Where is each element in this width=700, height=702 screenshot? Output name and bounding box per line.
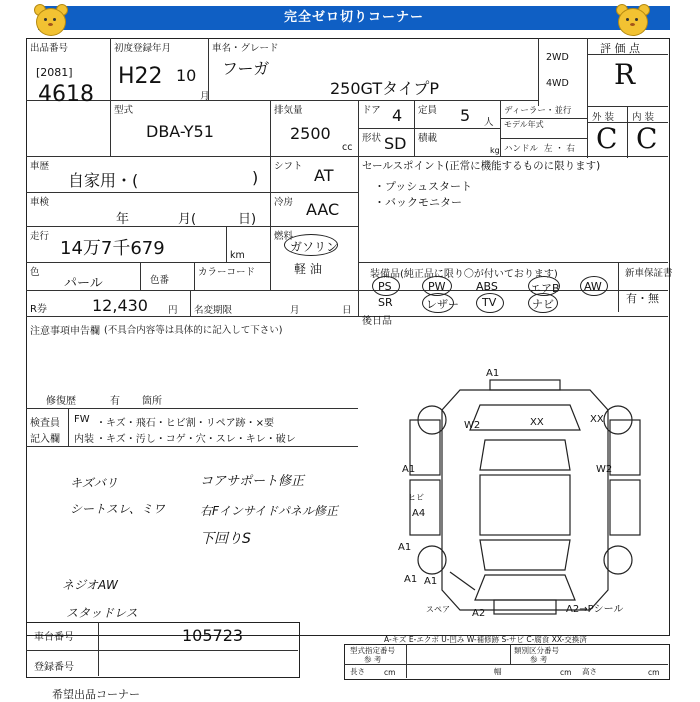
- body-label: 形状: [362, 133, 382, 144]
- dims-width-unit: cm: [560, 668, 572, 677]
- warranty-label: 新車保証書: [625, 268, 673, 279]
- header-title: 完全ゼロ切りコーナー: [283, 10, 424, 25]
- inspection-day: 日): [238, 212, 257, 227]
- mark-w2-right: W2: [596, 464, 613, 475]
- drive-2wd: 2WD: [546, 52, 569, 63]
- color-no-label: 色番: [150, 275, 170, 286]
- mark-a1-left-rear: A1: [398, 542, 412, 553]
- mileage-label: 走行: [30, 231, 50, 242]
- sales-label: セールスポイント(正常に機能するものに限ります): [362, 160, 601, 172]
- equip-navi-circle: [528, 293, 558, 313]
- sales-point-2: ・バックモニター: [374, 196, 462, 209]
- equip-tv: TV: [482, 296, 497, 309]
- mark-a4: A4: [412, 508, 426, 519]
- mark-a1-left-door: A1: [402, 464, 416, 475]
- int-score: C: [636, 122, 658, 155]
- car-name-label: 車名・グレード: [212, 43, 279, 54]
- interior-items: ・キズ・汚し・コゲ・穴・スレ・キレ・破レ: [96, 434, 296, 445]
- model-value: DBA-Y51: [146, 122, 214, 141]
- hw-left-1: キズバリ: [70, 476, 118, 490]
- color-label: 色: [30, 267, 40, 278]
- color-value: パール: [64, 276, 103, 291]
- equip-aw-circle: [580, 276, 608, 296]
- displacement-unit: cc: [342, 142, 353, 153]
- spare-pointer: [450, 572, 475, 590]
- color-code-label: カラーコード: [198, 267, 256, 278]
- dims-height-unit: cm: [648, 668, 660, 677]
- fw-items: ・キズ・飛石・ヒビ割・リペア跡・×要: [96, 418, 274, 429]
- mark-a2-seal: A2→Pシール: [566, 604, 624, 615]
- doors-label: ドア: [362, 105, 381, 116]
- mark-crack: ヒビ: [408, 493, 424, 502]
- inspector-label: 検査員: [30, 418, 60, 429]
- sales-point-1: ・プッシュスタート: [374, 180, 473, 193]
- recycle-unit: 円: [168, 305, 178, 316]
- ext-score: C: [596, 122, 618, 155]
- hw-bottom-1: ネジオAW: [62, 578, 118, 592]
- dims-length-label: 長さ: [350, 667, 365, 676]
- doors-value: 4: [392, 106, 403, 125]
- fuel-label: 燃料: [274, 231, 294, 242]
- right-rear-door: [610, 480, 640, 535]
- mark-xx-right: XX: [590, 414, 604, 425]
- handle-value: 左 ・ 右: [544, 144, 575, 154]
- lot-number: 4618: [38, 82, 94, 107]
- warranty-value: 有・無: [626, 292, 659, 305]
- mark-a1-front: A1: [486, 368, 500, 379]
- model-year-label: モデル年式: [504, 120, 544, 129]
- car-grade: 250GTタイプP: [330, 79, 439, 98]
- displacement-label: 排気量: [274, 105, 303, 116]
- history-value: 自家用・(: [68, 171, 139, 190]
- dims-length-unit: cm: [384, 668, 396, 677]
- equip-navi: ナビ: [532, 298, 554, 311]
- history-close: ): [252, 168, 259, 187]
- model-label: 型式: [114, 105, 134, 116]
- chassis-label: 車台番号: [34, 632, 74, 643]
- drive-4wd: 4WD: [546, 78, 569, 89]
- body-value: SD: [384, 134, 407, 153]
- fuel-value-2: 軽 油: [294, 262, 322, 276]
- roof-outline: [480, 475, 570, 535]
- first-reg-year: H22: [118, 64, 163, 89]
- hood-outline: [470, 405, 580, 430]
- reg-label: 登録番号: [34, 662, 74, 673]
- bear-mascot-icon: [30, 2, 70, 36]
- notes-sub: (不具合内容等は具体的に記入して下さい): [104, 325, 283, 336]
- bear-mascot-icon: [612, 2, 652, 36]
- int-label: 内 装: [632, 112, 655, 123]
- interior-label: 内装: [74, 434, 94, 445]
- right-front-door: [610, 420, 640, 475]
- rear-label: 後日品: [362, 316, 392, 327]
- inspection-label: 車検: [30, 197, 50, 208]
- load-label: 積載: [418, 133, 438, 144]
- equipment-label: 装備品(純正品に限り〇が付いております): [370, 269, 558, 280]
- car-name: フーガ: [222, 59, 270, 78]
- repair-part-label: 箇所: [142, 396, 162, 407]
- mark-a1-wheel: A1: [424, 576, 438, 587]
- displacement-value: 2500: [290, 124, 331, 143]
- mileage-value: 14万7千679: [60, 238, 165, 259]
- fuel-value: ガソリン: [290, 240, 339, 254]
- dealer-label: ディーラー・並行: [504, 106, 572, 116]
- hw-right-1: コアサポート修正: [200, 474, 305, 489]
- ext-label: 外 装: [592, 112, 615, 123]
- first-reg-label: 初度登録年月: [114, 43, 172, 54]
- history-label: 車歴: [30, 161, 50, 172]
- header-bar: [38, 6, 670, 30]
- hw-left-2: シートスレ、ミワ: [70, 502, 165, 516]
- equip-leather: レザー: [426, 298, 459, 311]
- name-change-label: 名変期限: [194, 305, 233, 316]
- inspection-month: 月(: [178, 212, 197, 227]
- equip-pw: PW: [428, 280, 446, 293]
- dims-category-label: 類別区分番号: [514, 646, 559, 655]
- equip-ps: PS: [378, 280, 392, 293]
- name-change-day: 日: [342, 305, 352, 316]
- hw-right-3: 下回りS: [200, 531, 251, 547]
- recycle-value: 12,430: [92, 296, 148, 315]
- equip-aw: AW: [584, 280, 602, 293]
- load-unit: kg: [490, 146, 500, 155]
- mileage-unit: km: [230, 250, 245, 261]
- mark-a2-trunk: A2: [472, 608, 486, 619]
- front-bumper: [490, 380, 560, 390]
- footer-label: 希望出品コーナー: [52, 688, 140, 701]
- lot-tag: [2081]: [36, 66, 73, 79]
- dims-height-label: 高さ: [582, 667, 597, 676]
- mark-w2-left: W2: [464, 420, 481, 431]
- spare-label: スペア: [426, 605, 450, 614]
- name-change-month: 月: [290, 305, 300, 316]
- score-value: R: [614, 58, 636, 91]
- equip-ps-circle: [372, 276, 400, 296]
- dims-model-label: 型式指定番号: [350, 646, 395, 655]
- capacity-label: 定員: [418, 105, 438, 116]
- first-reg-month: 10: [176, 66, 197, 85]
- car-diagram: [390, 360, 660, 622]
- fuel-circle: [284, 234, 338, 256]
- dims-ref-2: 参 考: [530, 655, 548, 664]
- equip-sr: SR: [378, 296, 393, 309]
- repair-value: 有: [110, 396, 120, 407]
- handle-label: ハンドル: [504, 144, 539, 154]
- first-reg-month-unit: 月: [200, 91, 210, 102]
- mark-a1-rear: A1: [404, 574, 418, 585]
- hw-bottom-2: スタッドレス: [66, 606, 138, 620]
- lot-label: 出品番号: [30, 43, 69, 54]
- diagram-legend: A-キズ E-エクボ U-凹み W-補修跡 S-サビ C-腐食 XX-交換済: [384, 635, 587, 644]
- capacity-unit: 人: [484, 117, 494, 128]
- trunk-outline: [475, 575, 575, 600]
- equip-airbag: エアB: [530, 282, 560, 295]
- chassis-value: 105723: [182, 626, 244, 645]
- hw-right-2: 右Fインサイドパネル修正: [200, 504, 338, 518]
- shift-value: AT: [314, 166, 334, 185]
- rear-window-outline: [480, 540, 570, 570]
- equip-tv-circle: [476, 293, 504, 313]
- fw-label: FW: [74, 414, 90, 425]
- capacity-value: 5: [460, 106, 471, 125]
- recycle-label: R券: [30, 304, 47, 315]
- rear-bumper: [494, 600, 556, 614]
- inspection-year: 年: [116, 212, 130, 227]
- dims-ref-1: 参 考: [364, 655, 382, 664]
- dims-width-label: 幅: [494, 667, 502, 676]
- score-label: 評 価 点: [600, 42, 640, 55]
- shift-label: シフト: [274, 161, 303, 172]
- windshield-outline: [480, 440, 570, 470]
- ac-value: AAC: [306, 200, 340, 219]
- mark-xx-hood: XX: [530, 417, 544, 428]
- equip-abs: ABS: [476, 280, 498, 293]
- ac-label: 冷房: [274, 197, 294, 208]
- repair-label: 修復歴: [46, 396, 76, 407]
- equip-leather-circle: [422, 293, 454, 313]
- notes-label: 注意事項申告欄: [30, 326, 100, 337]
- recorder-label: 記入欄: [30, 434, 60, 445]
